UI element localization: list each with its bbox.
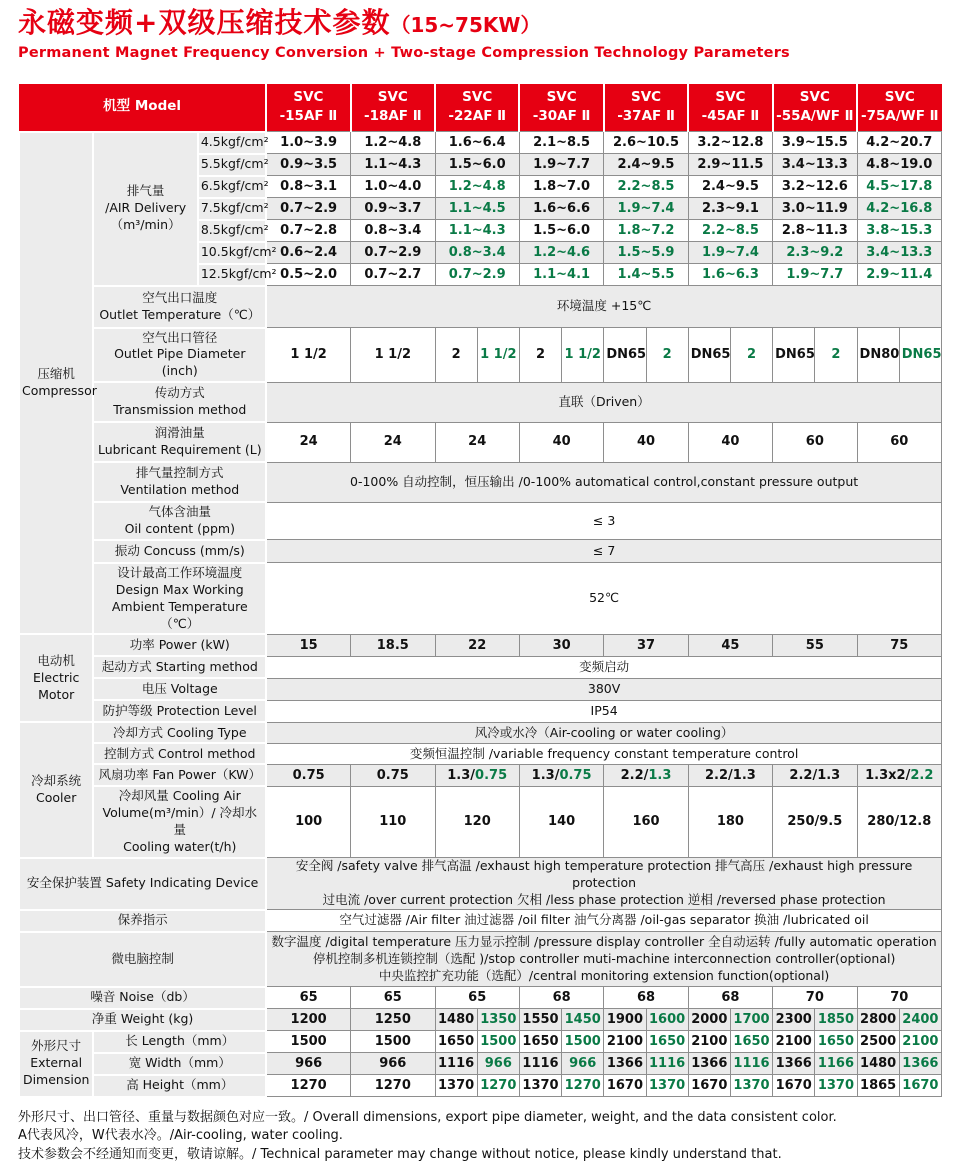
value-length-m7-alt: 1650 [815, 1031, 857, 1053]
value-width-m2: 966 [351, 1053, 435, 1075]
value-lubricant-m4: 40 [519, 422, 603, 462]
value-fan-power-m4: 1.3/0.75 [519, 764, 603, 786]
value-outlet-pipe-m4: 2 [519, 328, 561, 383]
value-air-7.5-m6: 2.3~9.1 [688, 198, 772, 220]
value-outlet-pipe-m1: 1 1/2 [266, 328, 350, 383]
value-air-10.5-m5: 1.5~5.9 [604, 242, 688, 264]
model-header-3: SVC -22AF Ⅱ [435, 84, 519, 132]
value-air-8.5-m2: 0.8~3.4 [351, 220, 435, 242]
value-lubricant-m2: 24 [351, 422, 435, 462]
value-width-m4: 1116 [519, 1053, 561, 1075]
value-power-m4: 30 [519, 634, 603, 656]
value-cooling-air-volume-m1: 100 [266, 786, 350, 858]
value-outlet-temp: 环境温度 +15℃ [266, 286, 941, 328]
value-width-m5: 1366 [604, 1053, 646, 1075]
value-outlet-pipe-m7: DN65 [773, 328, 815, 383]
value-power-m2: 18.5 [351, 634, 435, 656]
value-air-7.5-m2: 0.9~3.7 [351, 198, 435, 220]
value-length-m5-alt: 1650 [646, 1031, 688, 1053]
value-noise-m7: 70 [773, 987, 857, 1009]
model-header-7: SVC -55A/WF Ⅱ [773, 84, 857, 132]
row-label-cooling-air-volume: 冷却风量 Cooling Air Volume(m³/min）/ 冷却水量 Cooling water(t/h) [93, 786, 266, 858]
value-power-m3: 22 [435, 634, 519, 656]
value-weight-m4: 1550 [519, 1009, 561, 1031]
value-fan-power-m2: 0.75 [351, 764, 435, 786]
footer-note-line: A代表风冷，W代表水冷。/Air-cooling, water cooling. [18, 1128, 343, 1144]
row-label-height: 高 Height（mm） [93, 1075, 266, 1097]
value-outlet-pipe-m6: DN65 [688, 328, 730, 383]
value-air-6.5-m6: 2.4~9.5 [688, 176, 772, 198]
value-air-10.5-m4: 1.2~4.6 [519, 242, 603, 264]
value-weight-m6: 2000 [688, 1009, 730, 1031]
value-oil-content: ≤ 3 [266, 502, 941, 540]
value-weight-m5-alt: 1600 [646, 1009, 688, 1031]
value-length-m3-alt: 1500 [477, 1031, 519, 1053]
value-air-8.5-m3: 1.1~4.3 [435, 220, 519, 242]
pressure-label-air-12.5: 12.5kgf/cm² [198, 264, 266, 286]
row-label-cooling-type: 冷却方式 Cooling Type [93, 722, 266, 743]
value-length-m6: 2100 [688, 1031, 730, 1053]
value-air-4.5-m7: 3.9~15.5 [773, 132, 857, 154]
group-label-air-4.5: 压缩机 Compressor [19, 132, 93, 635]
value-width-m7: 1366 [773, 1053, 815, 1075]
value-mcu-control: 数字温度 /digital temperature 压力显示控制 /pressure display controller 全自动运转 /fully automatic operation 停机控制多机连锁控制（选配 )/stop controller muti-machine interconnection controller(optional) 中央监控扩充功能（选配）/central monitoring extension function(optional) [266, 932, 941, 987]
value-outlet-pipe-m4-alt: 1 1/2 [562, 328, 604, 383]
value-height-m7: 1670 [773, 1075, 815, 1097]
model-header-4: SVC -30AF Ⅱ [519, 84, 603, 132]
value-air-5.5-m2: 1.1~4.3 [351, 154, 435, 176]
value-width-m8-alt: 1366 [899, 1053, 941, 1075]
value-fan-power-m6: 2.2/1.3 [688, 764, 772, 786]
value-air-12.5-m2: 0.7~2.7 [351, 264, 435, 286]
value-height-m8: 1865 [857, 1075, 899, 1097]
value-air-7.5-m4: 1.6~6.6 [519, 198, 603, 220]
value-width-m8: 1480 [857, 1053, 899, 1075]
value-air-6.5-m1: 0.8~3.1 [266, 176, 350, 198]
page-title [18, 6, 942, 40]
value-fan-power-m5: 2.2/1.3 [604, 764, 688, 786]
value-air-12.5-m1: 0.5~2.0 [266, 264, 350, 286]
value-air-4.5-m6: 3.2~12.8 [688, 132, 772, 154]
footer-notes [18, 1109, 942, 1165]
value-design-max-temp: 52℃ [266, 563, 941, 635]
value-air-6.5-m4: 1.8~7.0 [519, 176, 603, 198]
value-height-m4: 1370 [519, 1075, 561, 1097]
value-air-7.5-m7: 3.0~11.9 [773, 198, 857, 220]
value-air-4.5-m3: 1.6~6.4 [435, 132, 519, 154]
value-outlet-pipe-m5: DN65 [604, 328, 646, 383]
value-air-7.5-m3: 1.1~4.5 [435, 198, 519, 220]
value-weight-m8-alt: 2400 [899, 1009, 941, 1031]
model-header-6: SVC -45AF Ⅱ [688, 84, 772, 132]
value-air-8.5-m6: 2.2~8.5 [688, 220, 772, 242]
value-length-m4-alt: 1500 [562, 1031, 604, 1053]
value-outlet-pipe-m8: DN80 [857, 328, 899, 383]
row-label-lubricant: 润滑油量 Lubricant Requirement (L) [93, 422, 266, 462]
value-cooling-air-volume-m3: 120 [435, 786, 519, 858]
value-height-m5: 1670 [604, 1075, 646, 1097]
value-weight-m4-alt: 1450 [562, 1009, 604, 1031]
value-safety-device: 安全阀 /safety valve 排气高温 /exhaust high temperature protection 排气高压 /exhaust high pressure protection 过电流 /over current protection 欠相 /less phase protection 逆相 /reversed phase protection [266, 858, 941, 910]
value-length-m8-alt: 2100 [899, 1031, 941, 1053]
value-transmission: 直联（Driven） [266, 382, 941, 422]
value-air-4.5-m5: 2.6~10.5 [604, 132, 688, 154]
value-starting: 变频启动 [266, 656, 941, 678]
value-air-12.5-m8: 2.9~11.4 [857, 264, 941, 286]
value-weight-m7-alt: 1850 [815, 1009, 857, 1031]
value-power-m6: 45 [688, 634, 772, 656]
value-weight-m5: 1900 [604, 1009, 646, 1031]
value-height-m3: 1370 [435, 1075, 477, 1097]
value-width-m7-alt: 1166 [815, 1053, 857, 1075]
value-height-m5-alt: 1370 [646, 1075, 688, 1097]
value-air-4.5-m2: 1.2~4.8 [351, 132, 435, 154]
value-weight-m3-alt: 1350 [477, 1009, 519, 1031]
value-noise-m2: 65 [351, 987, 435, 1009]
page-title-range: （15~75KW） [390, 13, 541, 37]
value-outlet-pipe-m3-alt: 1 1/2 [477, 328, 519, 383]
value-height-m6-alt: 1370 [730, 1075, 772, 1097]
row-label-transmission: 传动方式 Transmission method [93, 382, 266, 422]
row-label-oil-content: 气体含油量 Oil content (ppm) [93, 502, 266, 540]
value-air-8.5-m8: 3.8~15.3 [857, 220, 941, 242]
value-lubricant-m7: 60 [773, 422, 857, 462]
value-weight-m7: 2300 [773, 1009, 815, 1031]
value-noise-m6: 68 [688, 987, 772, 1009]
value-cooling-air-volume-m2: 110 [351, 786, 435, 858]
value-fan-power-m7: 2.2/1.3 [773, 764, 857, 786]
value-air-4.5-m8: 4.2~20.7 [857, 132, 941, 154]
value-noise-m5: 68 [604, 987, 688, 1009]
value-air-8.5-m1: 0.7~2.8 [266, 220, 350, 242]
value-lubricant-m3: 24 [435, 422, 519, 462]
value-outlet-pipe-m3: 2 [435, 328, 477, 383]
group-label-length: 外形尺寸 External Dimension [19, 1031, 93, 1097]
value-air-10.5-m3: 0.8~3.4 [435, 242, 519, 264]
model-header-8: SVC -75A/WF Ⅱ [857, 84, 941, 132]
row-label-voltage: 电压 Voltage [93, 678, 266, 700]
pressure-label-air-8.5: 8.5kgf/cm² [198, 220, 266, 242]
value-lubricant-m8: 60 [857, 422, 941, 462]
value-length-m6-alt: 1650 [730, 1031, 772, 1053]
value-air-5.5-m7: 3.4~13.3 [773, 154, 857, 176]
group-label-power: 电动机 Electric Motor [19, 634, 93, 722]
value-air-7.5-m1: 0.7~2.9 [266, 198, 350, 220]
value-length-m8: 2500 [857, 1031, 899, 1053]
value-width-m6: 1366 [688, 1053, 730, 1075]
page-subtitle: Permanent Magnet Frequency Conversion + Two-stage Compression Technology Parameters [18, 44, 790, 61]
value-protection: IP54 [266, 700, 941, 722]
value-air-5.5-m8: 4.8~19.0 [857, 154, 941, 176]
value-length-m1: 1500 [266, 1031, 350, 1053]
row-label-design-max-temp: 设计最高工作环境温度 Design Max Working Ambient Temperature（℃） [93, 563, 266, 635]
value-weight-m6-alt: 1700 [730, 1009, 772, 1031]
value-air-5.5-m4: 1.9~7.7 [519, 154, 603, 176]
value-noise-m1: 65 [266, 987, 350, 1009]
value-control-method: 变频恒温控制 /variable frequency constant temperature control [266, 743, 941, 764]
value-outlet-pipe-m8-alt: DN65 [899, 328, 941, 383]
pressure-label-air-5.5: 5.5kgf/cm² [198, 154, 266, 176]
value-cooling-air-volume-m7: 250/9.5 [773, 786, 857, 858]
value-width-m3: 1116 [435, 1053, 477, 1075]
value-height-m7-alt: 1370 [815, 1075, 857, 1097]
value-air-10.5-m1: 0.6~2.4 [266, 242, 350, 264]
value-air-4.5-m4: 2.1~8.5 [519, 132, 603, 154]
row-label-outlet-temp: 空气出口温度 Outlet Temperature（℃） [93, 286, 266, 328]
value-weight-m2: 1250 [351, 1009, 435, 1031]
value-cooling-air-volume-m6: 180 [688, 786, 772, 858]
value-air-10.5-m7: 2.3~9.2 [773, 242, 857, 264]
row-label-maintenance-indication: 保养指示 [19, 910, 266, 932]
model-header-5: SVC -37AF Ⅱ [604, 84, 688, 132]
value-lubricant-m5: 40 [604, 422, 688, 462]
footer-note-line: 外形尺寸、出口管径、重量与数据颜色对应一致。/ Overall dimensions, export pipe diameter, weight, and the data consistent color. [18, 1109, 837, 1125]
value-air-6.5-m8: 4.5~17.8 [857, 176, 941, 198]
value-air-12.5-m3: 0.7~2.9 [435, 264, 519, 286]
value-air-6.5-m3: 1.2~4.8 [435, 176, 519, 198]
value-air-6.5-m2: 1.0~4.0 [351, 176, 435, 198]
value-height-m1: 1270 [266, 1075, 350, 1097]
value-air-8.5-m7: 2.8~11.3 [773, 220, 857, 242]
value-air-4.5-m1: 1.0~3.9 [266, 132, 350, 154]
model-header-2: SVC -18AF Ⅱ [351, 84, 435, 132]
model-header-1: SVC -15AF Ⅱ [266, 84, 350, 132]
model-column-header: 机型 Model [19, 84, 266, 132]
value-noise-m4: 68 [519, 987, 603, 1009]
page-title-main: 永磁变频+双级压缩技术参数 [18, 6, 391, 39]
row-label-outlet-pipe: 空气出口管径 Outlet Pipe Diameter (inch) [93, 328, 266, 383]
value-air-8.5-m5: 1.8~7.2 [604, 220, 688, 242]
footer-note-line: 技术参数会不经通知而变更，敬请谅解。/ Technical parameter may change without notice, please kindly understand that. [18, 1147, 782, 1163]
value-height-m2: 1270 [351, 1075, 435, 1097]
value-air-7.5-m8: 4.2~16.8 [857, 198, 941, 220]
value-maintenance-indication: 空气过滤器 /Air filter 油过滤器 /oil filter 油气分离器 /oil-gas separator 换油 /lubricated oil [266, 910, 941, 932]
spec-table [18, 84, 942, 1098]
pressure-label-air-7.5: 7.5kgf/cm² [198, 198, 266, 220]
row-label-safety-device: 安全保护装置 Safety Indicating Device [19, 858, 266, 910]
value-length-m5: 2100 [604, 1031, 646, 1053]
value-air-12.5-m4: 1.1~4.1 [519, 264, 603, 286]
value-cooling-air-volume-m8: 280/12.8 [857, 786, 941, 858]
row-label-starting: 起动方式 Starting method [93, 656, 266, 678]
value-cooling-air-volume-m5: 160 [604, 786, 688, 858]
row-label-power: 功率 Power (kW) [93, 634, 266, 656]
value-power-m8: 75 [857, 634, 941, 656]
value-air-5.5-m5: 2.4~9.5 [604, 154, 688, 176]
value-outlet-pipe-m2: 1 1/2 [351, 328, 435, 383]
pressure-label-air-10.5: 10.5kgf/cm² [198, 242, 266, 264]
value-air-10.5-m8: 3.4~13.3 [857, 242, 941, 264]
value-length-m3: 1650 [435, 1031, 477, 1053]
row-label-mcu-control: 微电脑控制 [19, 932, 266, 987]
value-air-7.5-m5: 1.9~7.4 [604, 198, 688, 220]
value-height-m3-alt: 1270 [477, 1075, 519, 1097]
value-cooling-type: 风冷或水冷（Air-cooling or water cooling） [266, 722, 941, 743]
row-label-control-method: 控制方式 Control method [93, 743, 266, 764]
value-air-5.5-m6: 2.9~11.5 [688, 154, 772, 176]
value-air-12.5-m6: 1.6~6.3 [688, 264, 772, 286]
value-air-5.5-m3: 1.5~6.0 [435, 154, 519, 176]
value-weight-m1: 1200 [266, 1009, 350, 1031]
value-width-m1: 966 [266, 1053, 350, 1075]
value-cooling-air-volume-m4: 140 [519, 786, 603, 858]
value-width-m5-alt: 1116 [646, 1053, 688, 1075]
row-label-width: 宽 Width（mm） [93, 1053, 266, 1075]
row-label-noise: 噪音 Noise（db） [19, 987, 266, 1009]
value-power-m7: 55 [773, 634, 857, 656]
value-air-5.5-m1: 0.9~3.5 [266, 154, 350, 176]
value-voltage: 380V [266, 678, 941, 700]
row-label-concuss: 振动 Concuss (mm/s) [93, 540, 266, 563]
pressure-label-air-6.5: 6.5kgf/cm² [198, 176, 266, 198]
value-fan-power-m1: 0.75 [266, 764, 350, 786]
value-length-m2: 1500 [351, 1031, 435, 1053]
value-weight-m8: 2800 [857, 1009, 899, 1031]
value-outlet-pipe-m5-alt: 2 [646, 328, 688, 383]
value-outlet-pipe-m6-alt: 2 [730, 328, 772, 383]
value-height-m8-alt: 1670 [899, 1075, 941, 1097]
row-label-weight: 净重 Weight (kg) [19, 1009, 266, 1031]
row-label-air-4.5: 排气量 /AIR Delivery （m³/min） [93, 132, 198, 286]
value-fan-power-m3: 1.3/0.75 [435, 764, 519, 786]
row-label-fan-power: 风扇功率 Fan Power（KW） [93, 764, 266, 786]
value-noise-m8: 70 [857, 987, 941, 1009]
value-outlet-pipe-m7-alt: 2 [815, 328, 857, 383]
value-ventilation: 0-100% 自动控制，恒压输出 /0-100% automatical control,constant pressure output [266, 462, 941, 502]
value-width-m3-alt: 966 [477, 1053, 519, 1075]
value-power-m5: 37 [604, 634, 688, 656]
value-power-m1: 15 [266, 634, 350, 656]
value-concuss: ≤ 7 [266, 540, 941, 563]
value-air-10.5-m6: 1.9~7.4 [688, 242, 772, 264]
row-label-ventilation: 排气量控制方式 Ventilation method [93, 462, 266, 502]
value-fan-power-m8: 1.3x2/2.2 [857, 764, 941, 786]
value-width-m4-alt: 966 [562, 1053, 604, 1075]
value-lubricant-m6: 40 [688, 422, 772, 462]
value-width-m6-alt: 1116 [730, 1053, 772, 1075]
value-weight-m3: 1480 [435, 1009, 477, 1031]
value-height-m4-alt: 1270 [562, 1075, 604, 1097]
value-air-6.5-m7: 3.2~12.6 [773, 176, 857, 198]
group-label-cooling-type: 冷却系统 Cooler [19, 722, 93, 858]
value-length-m4: 1650 [519, 1031, 561, 1053]
value-noise-m3: 65 [435, 987, 519, 1009]
value-height-m6: 1670 [688, 1075, 730, 1097]
value-length-m7: 2100 [773, 1031, 815, 1053]
value-lubricant-m1: 24 [266, 422, 350, 462]
pressure-label-air-4.5: 4.5kgf/cm² [198, 132, 266, 154]
value-air-12.5-m5: 1.4~5.5 [604, 264, 688, 286]
row-label-protection: 防护等级 Protection Level [93, 700, 266, 722]
value-air-6.5-m5: 2.2~8.5 [604, 176, 688, 198]
value-air-10.5-m2: 0.7~2.9 [351, 242, 435, 264]
value-air-8.5-m4: 1.5~6.0 [519, 220, 603, 242]
value-air-12.5-m7: 1.9~7.7 [773, 264, 857, 286]
row-label-length: 长 Length（mm） [93, 1031, 266, 1053]
